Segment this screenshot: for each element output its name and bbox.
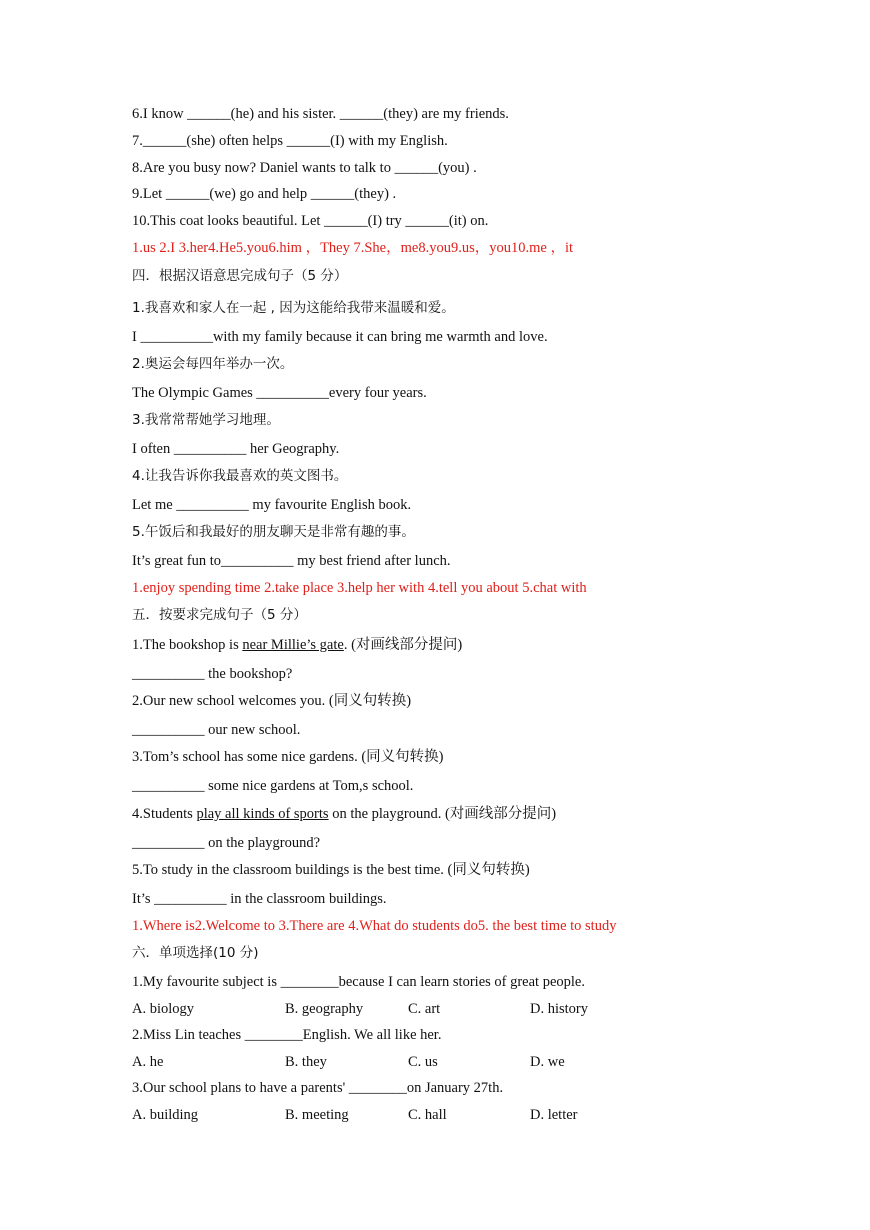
underlined-phrase: near Millie’s gate [242,637,344,653]
mc-question: 2.Miss Lin teaches ________English. We all like her. [132,1027,442,1043]
mc-question: 3.Our school plans to have a parents' ________on January 27th. [132,1080,504,1096]
underlined-phrase: play all kinds of sports [196,806,329,822]
mc-option: D. we [530,1054,565,1070]
exercise-line: 5.To study in the classroom buildings is the best time. (同义句转换) [132,862,530,878]
answer-key: 1.enjoy spending time 2.take place 3.help her with 4.tell you about 5.chat with [132,580,587,596]
question-text: 1.The bookshop is [132,637,243,653]
section-heading: 四．根据汉语意思完成句子（5 分） [132,268,348,284]
exercise-line: __________ some nice gardens at Tom,s school. [132,778,414,794]
question-instruction: on the playground. (对画线部分提问) [328,806,557,822]
exercise-line: 10.This coat looks beautiful. Let ______(I) try ______(it) on. [132,213,489,229]
mc-option: C. art [408,1001,441,1017]
exercise-line: 3.Tom’s school has some nice gardens. (同义句转换) [132,749,444,765]
chinese-prompt: 2.奥运会每四年举办一次。 [132,356,294,372]
mc-option: C. us [408,1054,438,1070]
chinese-prompt: 4.让我告诉你我最喜欢的英文图书。 [132,468,348,484]
mc-question: 1.My favourite subject is ________because I can learn stories of great people. [132,974,585,990]
mc-option: A. he [132,1054,164,1070]
exercise-line: __________ the bookshop? [132,666,293,682]
exercise-line: It’s great fun to__________ my best friend after lunch. [132,553,451,569]
mc-option: B. geography [285,1001,364,1017]
exercise-line: 8.Are you busy now? Daniel wants to talk to ______(you) . [132,160,477,176]
mc-option: C. hall [408,1107,447,1123]
exercise-line: 6.I know ______(he) and his sister. ______(they) are my friends. [132,106,509,122]
chinese-prompt: 3.我常常帮她学习地理。 [132,412,280,428]
mc-option: D. letter [530,1107,578,1123]
mc-option: B. they [285,1054,327,1070]
exercise-line [132,804,556,824]
exercise-line: __________ our new school. [132,722,301,738]
mc-option: A. biology [132,1001,195,1017]
question-text: 4.Students [132,806,197,822]
question-instruction: . (对画线部分提问) [343,637,463,653]
answer-key: 1.us 2.I 3.her4.He5.you6.him ，They 7.She，me8.you9.us，you10.me ，it [132,240,573,256]
exercise-line: 2.Our new school welcomes you. (同义句转换) [132,693,412,709]
exercise-line: The Olympic Games __________every four years. [132,385,427,401]
exercise-line: 7.______(she) often helps ______(I) with my English. [132,133,448,149]
exercise-line: I often __________ her Geography. [132,441,340,457]
exercise-line: I __________with my family because it can bring me warmth and love. [132,329,548,345]
exercise-line: __________ on the playground? [132,835,321,851]
mc-option: B. meeting [285,1107,349,1123]
exercise-line: 9.Let ______(we) go and help ______(they) . [132,186,397,202]
exercise-line: It’s __________ in the classroom buildings. [132,891,387,907]
answer-key: 1.Where is2.Welcome to 3.There are 4.What do students do5. the best time to study [132,918,617,934]
chinese-prompt: 5.午饭后和我最好的朋友聊天是非常有趣的事。 [132,524,415,540]
mc-option: D. history [530,1001,588,1017]
exercise-line [132,635,462,655]
exercise-line: Let me __________ my favourite English book. [132,497,412,513]
section-heading: 六．单项选择(10 分) [132,945,259,961]
mc-option: A. building [132,1107,199,1123]
chinese-prompt: 1.我喜欢和家人在一起 , 因为这能给我带来温暖和爱。 [132,300,455,316]
section-heading: 五．按要求完成句子（5 分） [132,607,307,623]
